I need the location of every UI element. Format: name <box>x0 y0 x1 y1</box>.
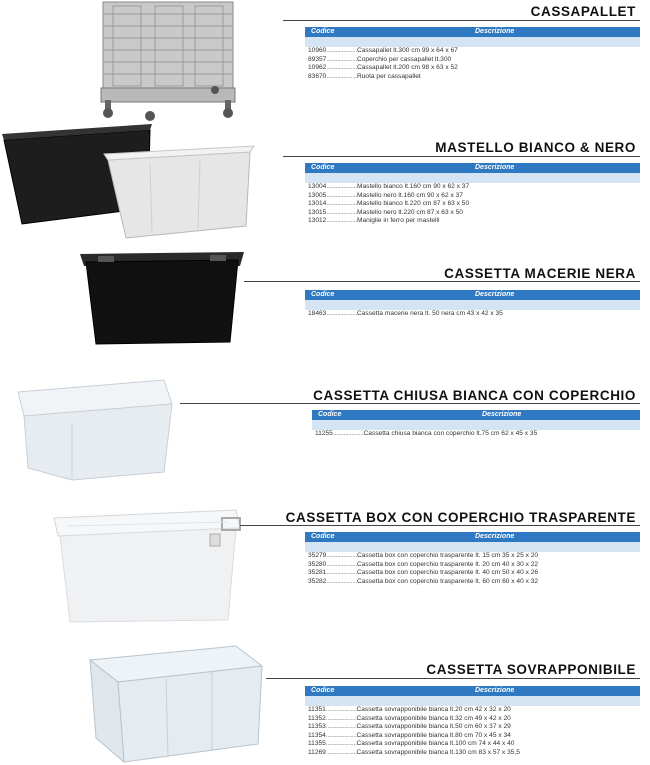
header-codice: Codice <box>311 533 335 540</box>
table-row: 13004....................Mastello bianco lt.160 cm 90 x 62 x 37 <box>308 183 470 190</box>
section-title: CASSETTA CHIUSA BIANCA CON COPERCHIO <box>313 388 636 403</box>
table-row: 89357....................Coperchio per cassapallet lt.300 <box>308 55 452 63</box>
cassetta-sovrapponibile-image <box>86 638 266 764</box>
header-descrizione: Descrizione <box>475 291 515 298</box>
header-codice: Codice <box>311 687 335 694</box>
header-descrizione: Descrizione <box>475 687 515 694</box>
header-codice: Codice <box>311 291 335 298</box>
table-row: 13015....................Mastello nero lt.220 cm 87 x 63 x 50 <box>308 208 463 216</box>
table-row: 11269....................Cassetta sovrapponibile bianca lt.130 cm 83 x 57 x 35,5 <box>308 748 520 756</box>
header-descrizione: Descrizione <box>475 164 515 171</box>
table-row: 13014....................Mastello bianco lt.220 cm 87 x 63 x 50 <box>308 200 470 208</box>
table-row: 11352....................Cassetta sovrapponibile bianca lt.32 cm 49 x 42 x 20 <box>308 714 511 722</box>
table-row: 35280....................Cassetta box con coperchio trasparente lt. 20 cm 40 x 30 x 22 <box>308 560 539 568</box>
section-title: CASSETTA BOX CON COPERCHIO TRASPARENTE <box>285 510 636 525</box>
table-band <box>305 696 640 706</box>
section-title: CASSETTA SOVRAPPONIBILE <box>426 662 636 677</box>
table-row: 13005....................Mastello nero lt.160 cm 90 x 62 x 37 <box>308 191 463 199</box>
title-rule <box>266 678 640 679</box>
header-descrizione: Descrizione <box>475 28 515 35</box>
table-row: 11354....................Cassetta sovrapponibile bianca lt.80 cm 70 x 45 x 34 <box>308 731 511 739</box>
table-row: 35282....................Cassetta box con coperchio trasparente lt. 60 cm 60 x 40 x 32 <box>308 577 539 585</box>
table-row: 11355....................Cassetta sovrapponibile bianca lt.100 cm 74 x 44 x 40 <box>308 740 515 748</box>
header-descrizione: Descrizione <box>482 411 522 418</box>
header-codice: Codice <box>318 411 342 418</box>
table-row: 83670....................Ruota per cassapallet <box>308 72 421 80</box>
table-row: 10962....................Cassapallet lt.200 cm 98 x 63 x 52 <box>308 64 458 72</box>
section-title: CASSAPALLET <box>530 4 636 19</box>
table-row: 18463....................Cassetta macerie nera lt. 50 nera cm 43 x 42 x 35 <box>308 310 503 317</box>
table-row: 13012....................Maniglie in ferro per mastelli <box>308 217 440 225</box>
table-header <box>305 686 640 696</box>
table-row: 35281....................Cassetta box con coperchio trasparente lt. 40 cm 50 x 40 x 26 <box>308 569 539 577</box>
section-title: MASTELLO BIANCO & NERO <box>435 140 636 155</box>
table-row: 11351....................Cassetta sovrapponibile bianca lt.20 cm 42 x 32 x 20 <box>308 706 511 713</box>
table-row: 11255....................Cassetta chiusa bianca con coperchio lt.75 cm 62 x 45 x 35 <box>315 430 538 437</box>
table-row: 35279....................Cassetta box con coperchio trasparente lt. 15 cm 35 x 25 x 20 <box>308 552 539 559</box>
header-descrizione: Descrizione <box>475 533 515 540</box>
table-row: 10960....................Cassapallet lt.300 cm 99 x 64 x 67 <box>308 47 458 54</box>
product-table <box>305 686 640 758</box>
header-codice: Codice <box>311 164 335 171</box>
table-row: 11353....................Cassetta sovrapponibile bianca lt.50 cm 60 x 37 x 29 <box>308 723 511 731</box>
header-codice: Codice <box>311 28 335 35</box>
section-title: CASSETTA MACERIE NERA <box>444 266 636 281</box>
